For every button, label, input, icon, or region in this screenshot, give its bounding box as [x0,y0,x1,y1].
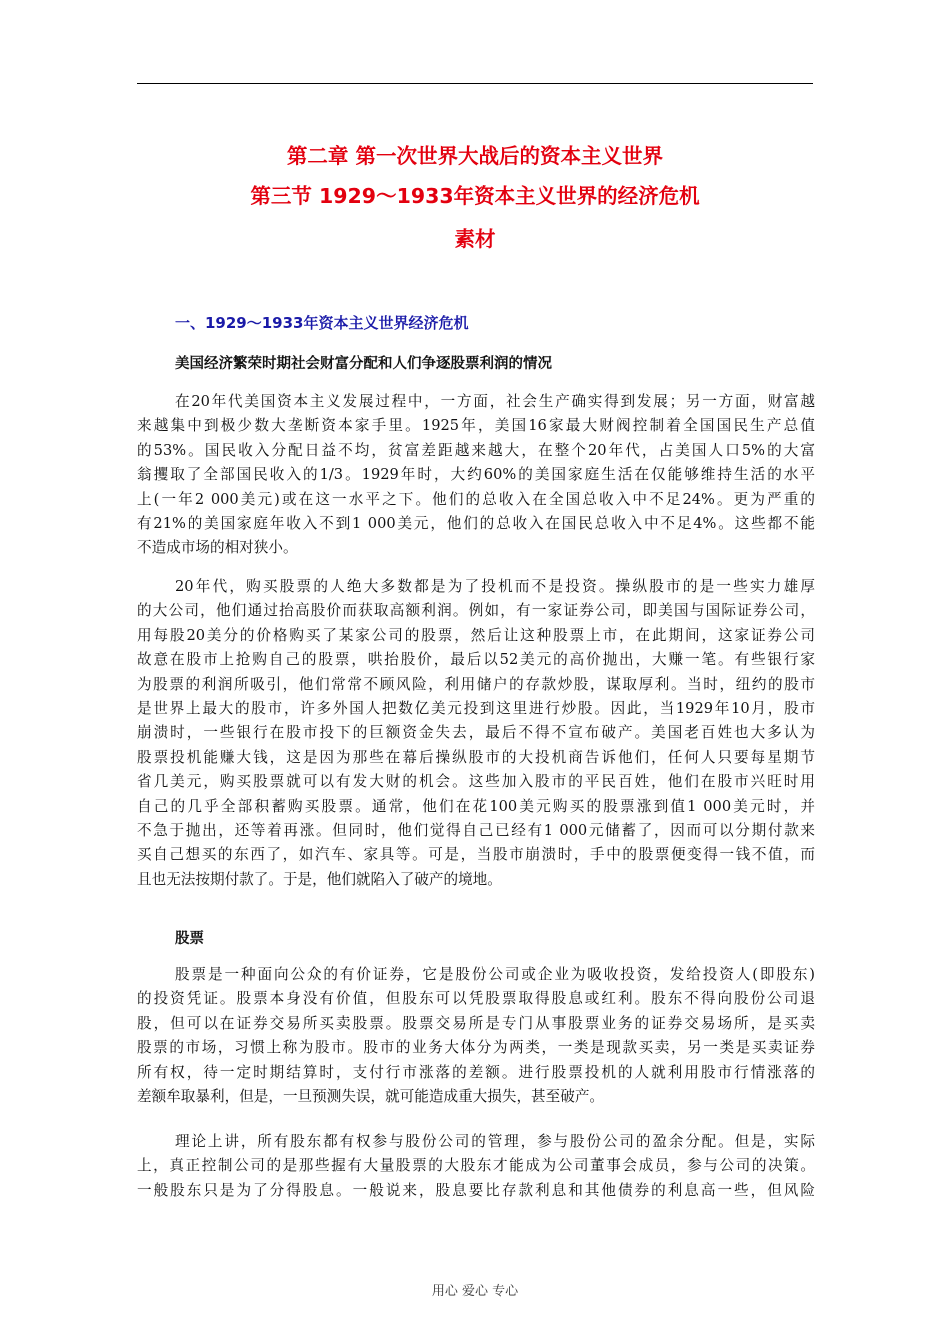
text-line: 在20年代美国资本主义发展过程中，一方面，社会生产确实得到发展；另一方面，财富越 [175,393,815,410]
paragraph-stocks [137,963,815,1109]
text-line: 20年代，购买股票的人绝大多数都是为了投机而不是投资。操纵股市的是一些实力雄厚 [175,578,815,595]
section-heading: 一、1929～1933年资本主义世界经济危机 [175,314,469,332]
text-line: 省几美元，购买股票就可以有发大财的机会。这些加入股市的平民百姓，他们在股市兴旺时用 [137,773,815,791]
text-line: 用每股20美分的价格购买了某家公司的股票，然后让这种股票上市，在此期间，这家证券公司 [137,626,815,644]
text-line: 理论上讲，所有股东都有权参与股份公司的管理，参与股份公司的盈余分配。但是，实际 [175,1133,815,1150]
subheading-stocks: 股票 [175,931,204,947]
text-line: 的53%。国民收入分配日益不均，贫富差距越来越大，在整个20年代，占美国人口5%的大富 [137,441,815,459]
text-line: 差额牟取暴利，但是，一旦预测失误，就可能造成重大损失，甚至破产。 [137,1088,605,1106]
text-line: 为股票的利润所吸引，他们常常不顾风险，利用储户的存款炒股，谋取厚利。当时，纽约的股市 [137,675,815,693]
text-line: 来越集中到极少数大垄断资本家手里。1925年，美国16家最大财阀控制着全国国民生产总值 [137,417,815,435]
text-line: 的投资凭证。股票本身没有价值，但股东可以凭股票取得股息或红利。股东不得向股份公司退 [137,990,815,1008]
chapter-title: 第二章 第一次世界大战后的资本主义世界 [286,144,664,168]
header-rule [137,83,813,84]
paragraph-wealth [137,390,815,561]
text-line: 股票的市场，习惯上称为股市。股市的业务大体分为两类，一类是现款买卖，另一类是买卖证券 [137,1039,815,1057]
text-line: 故意在股市上抢购自己的股票，哄抬股价，最后以52美元的高价抛出，大赚一笔。有些银行家 [137,651,815,669]
text-line: 股，但可以在证券交易所买卖股票。股票交易所是专门从事股票业务的证券交易场所，是买卖 [137,1014,815,1032]
section-title: 第三节 1929～1933年资本主义世界的经济危机 [250,184,700,208]
text-line: 股票投机能赚大钱，这是因为那些在幕后操纵股市的大投机商告诉他们，任何人只要每星期节 [137,748,815,766]
text-line: 上，真正控制公司的是那些握有大量股票的大股东才能成为公司董事会成员，参与公司的决策。 [137,1157,815,1175]
text-line: 上(一年2 000美元)或在这一水平之下。他们的总收入在全国总收入中不足24%。更为严重的 [137,490,815,508]
subheading-wealth-distribution: 美国经济繁荣时期社会财富分配和人们争逐股票利润的情况 [175,356,552,372]
paragraph-speculation [137,575,815,892]
text-line: 买自己想买的东西了，如汽车、家具等。可是，当股市崩溃时，手中的股票便变得一钱不值，而 [137,846,815,864]
text-line: 的大公司，他们通过抬高股价而获取高额利润。例如，有一家证券公司，即美国与国际证券公司， [137,602,815,620]
text-line: 一般股东只是为了分得股息。一般说来，股息要比存款利息和其他债券的利息高一些，但风险 [137,1181,815,1199]
page-footer: 用心 爱心 专心 [431,1284,519,1299]
text-line: 股票是一种面向公众的有价证券，它是股份公司或企业为吸收投资，发给投资人(即股东) [175,966,815,983]
text-line: 不造成市场的相对狭小。 [137,539,298,557]
paragraph-shareholders [137,1130,815,1203]
text-line: 是世界上最大的股市，许多外国人把数亿美元投到这里进行炒股。因此，当1929年10月，股市 [137,700,815,718]
text-line: 不急于抛出，还等着再涨。但同时，他们觉得自己已经有1 000元储蓄了，因而可以分期付款来 [137,822,815,840]
text-line: 且也无法按期付款了。于是，他们就陷入了破产的境地。 [137,870,502,888]
material-title: 素材 [454,227,496,251]
text-line: 崩溃时，一些银行在股市投下的巨额资金失去，最后不得不宣布破产。美国老百姓也大多认为 [137,724,815,742]
text-line: 自己的几乎全部积蓄购买股票。通常，他们在花100美元购买的股票涨到值1 000美元时，并 [137,797,815,815]
text-line: 所有权，待一定时期结算时，支付行市涨落的差额。进行股票投机的人就利用股市行情涨落的 [137,1063,815,1081]
text-line: 翁攫取了全部国民收入的1/3。1929年时，大约60%的美国家庭生活在仅能够维持生活的水平 [137,466,815,484]
text-line: 有21%的美国家庭年收入不到1 000美元，他们的总收入在国民总收入中不足4%。这些都不能 [137,515,815,533]
